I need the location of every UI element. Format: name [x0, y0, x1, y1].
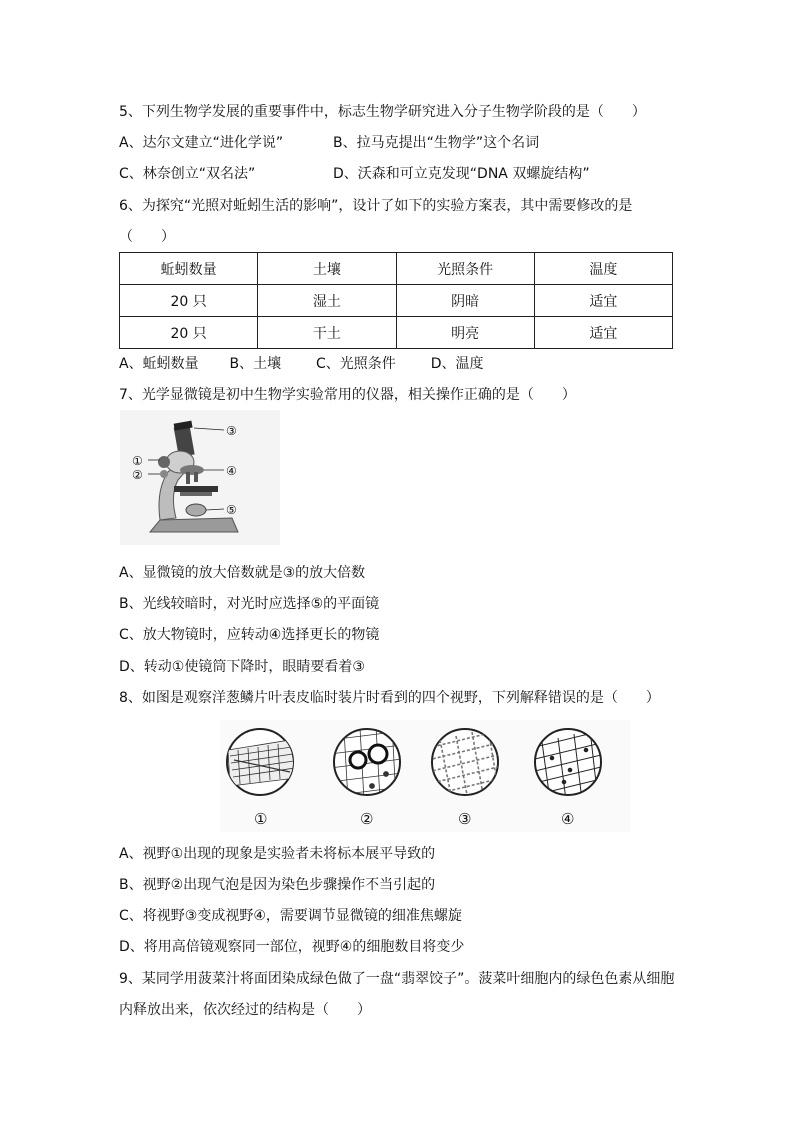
q8-option-a: A、视野①出现的现象是实验者未将标本展平导致的	[119, 846, 436, 862]
q7-option-a: A、显微镜的放大倍数就是③的放大倍数	[119, 565, 366, 581]
view-label-4: ④	[561, 810, 575, 828]
microscope-label-3: ③	[226, 424, 237, 438]
view-label-1: ①	[254, 810, 268, 828]
table-cell: 适宜	[534, 317, 672, 349]
table-header-row	[120, 253, 673, 285]
table-header-cell: 温度	[534, 253, 672, 285]
table-cell: 明亮	[396, 317, 534, 349]
q9-stem-line1: 9、某同学用菠菜汁将面团染成绿色做了一盘“翡翠饺子”。菠菜叶细胞内的绿色色素从细胞	[119, 971, 675, 987]
table-row	[120, 317, 673, 349]
q9-stem-line2: 内释放出来，依次经过的结构是（ ）	[119, 1002, 371, 1018]
view-label-2: ②	[360, 810, 374, 828]
q6-option-a: A、蚯蚓数量	[119, 356, 199, 372]
q6-option-c: C、光照条件	[316, 356, 396, 372]
q8-option-c: C、将视野③变成视野④，需要调节显微镜的细准焦螺旋	[119, 908, 462, 924]
table-header-cell: 土壤	[258, 253, 396, 285]
q7-option-c: C、放大物镜时，应转动④选择更长的物镜	[119, 627, 380, 643]
q5-stem: 5、下列生物学发展的重要事件中，标志生物学研究进入分子生物学阶段的是（ ）	[119, 104, 646, 120]
q6-option-d: D、温度	[430, 356, 484, 372]
microscope-label-2: ②	[132, 468, 143, 482]
q8-option-d: D、将用高倍镜观察同一部位，视野④的细胞数目将变少	[119, 939, 465, 955]
q5-option-c: C、林奈创立“双名法”	[119, 166, 256, 182]
microscope-figure	[120, 410, 280, 545]
onion-cell-views-figure	[220, 720, 630, 832]
q7-option-d: D、转动①使镜筒下降时，眼睛要看着③	[119, 659, 365, 675]
table-cell: 20 只	[120, 317, 258, 349]
microscope-label-4: ④	[226, 464, 237, 478]
q5-option-b: B、拉马克提出“生物学”这个名词	[333, 135, 540, 151]
table-cell: 湿土	[258, 285, 396, 317]
q7-option-b: B、光线较暗时，对光时应选择⑤的平面镜	[119, 596, 380, 612]
q6-options	[119, 354, 483, 374]
table-header-cell: 光照条件	[396, 253, 534, 285]
table-cell: 适宜	[534, 285, 672, 317]
q8-option-b: B、视野②出现气泡是因为染色步骤操作不当引起的	[119, 877, 436, 893]
q8-stem: 8、如图是观察洋葱鳞片叶表皮临时装片时看到的四个视野，下列解释错误的是（ ）	[119, 690, 660, 706]
q6-paren: （ ）	[119, 229, 175, 245]
q6-stem: 6、为探究“光照对蚯蚓生活的影响”，设计了如下的实验方案表，其中需要修改的是	[119, 198, 633, 214]
table-header-cell: 蚯蚓数量	[120, 253, 258, 285]
q5-option-d: D、沃森和可立克发现“DNA 双螺旋结构”	[333, 166, 590, 182]
table-row	[120, 285, 673, 317]
microscope-label-5: ⑤	[226, 503, 237, 517]
view-label-3: ③	[458, 810, 472, 828]
table-cell: 干土	[258, 317, 396, 349]
microscope-label-1: ①	[132, 454, 143, 468]
q5-option-a: A、达尔文建立“进化学说”	[119, 135, 284, 151]
table-cell: 阴暗	[396, 285, 534, 317]
q7-stem: 7、光学显微镜是初中生物学实验常用的仪器，相关操作正确的是（ ）	[119, 387, 576, 403]
experiment-table	[119, 252, 673, 349]
q6-option-b: B、土壤	[229, 356, 282, 372]
table-cell: 20 只	[120, 285, 258, 317]
